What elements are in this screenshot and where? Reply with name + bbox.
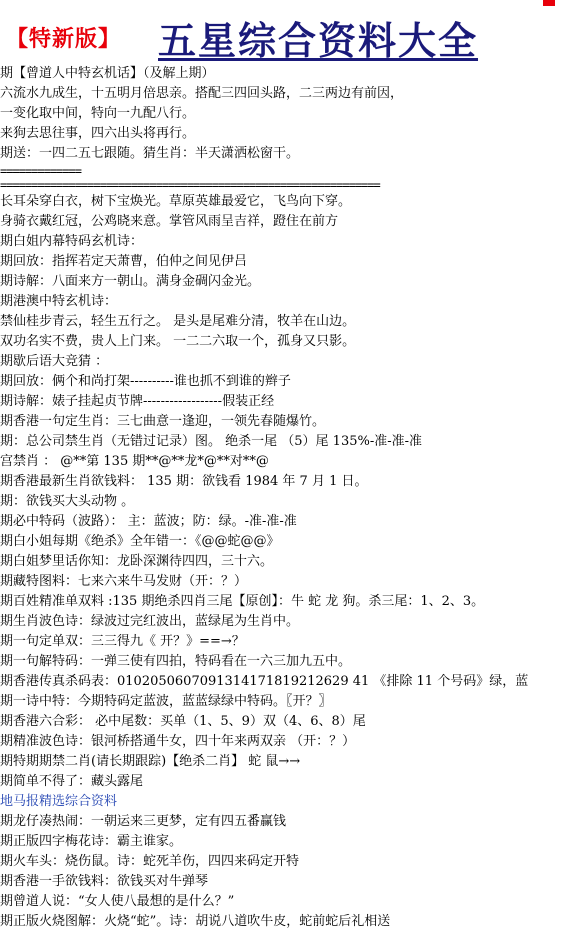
text-line: 期香港一手欲钱料：欲钱买对牛弹琴 — [0, 874, 209, 889]
text-line: 期诗解：婊子挂起贞节牌------------------假装正经 — [0, 394, 275, 409]
text-line: 期龙仔凑热闹：一朝运来三更梦，定有四五番赢钱 — [0, 814, 287, 829]
text-line: 期送：一四二五七跟随。猜生肖：半天潇洒松窗干。 — [0, 146, 300, 161]
text-line: 期：总公司禁生肖（无错过记录）图。 绝杀一尾 （5）尾 135%-准-准-准 — [0, 434, 423, 449]
text-line: 期生肖波色诗：绿波过完红波出，蓝绿尾为生肖中。 — [0, 614, 300, 629]
text-line: 期歇后语大竞猜 ： — [0, 354, 109, 369]
text-line: 期百姓精准单双料 :135 期绝杀四肖三尾【原创】：牛 蛇 龙 狗。杀三尾：1、2、3。 — [0, 594, 485, 609]
text-line: 期一句定单双：三三得九《 开？》==→？ — [0, 634, 245, 649]
text-line: 一变化取中间，特向一九配八行。 — [0, 106, 196, 121]
text-line: 期藏特图料：七来六来牛马发财（开：？） — [0, 574, 248, 589]
text-line: 禁仙桂步青云，轻生五行之。 是头是尾难分清，牧羊在山边。 — [0, 314, 356, 329]
section-heading: 地马报精选综合资料 — [0, 794, 118, 809]
text-line: 期曾道人说：“女人使八最想的是什么？” — [0, 894, 235, 909]
text-line: 期回放：指挥若定天萧曹，伯仲之间见伊吕 — [0, 254, 248, 269]
page-header — [0, 0, 569, 62]
text-line: 期港澳中特玄机诗： — [0, 294, 118, 309]
text-line: 期简单不得了：藏头露尾 — [0, 774, 144, 789]
text-line: 期正版四字梅花诗：霸主谁家。 — [0, 834, 183, 849]
text-line: 期一句解特码：一弹三使有四拍，特码看在一六三加九五中。 — [0, 654, 352, 669]
separator-line: ============= — [0, 164, 81, 178]
text-line: 期香港传真杀码表：0102050607091314171819212629 41 《排除 11 个号码》绿，蓝 — [0, 674, 529, 689]
text-line: 期正版火烧图解：火烧“蛇”。诗：胡说八道吹牛皮，蛇前蛇后礼相送 — [0, 914, 391, 929]
text-line: 期白小姐每期《绝杀》全年错一：《@@蛇@@》 — [0, 534, 280, 549]
text-line: 六流水九成生，十五明月倍思亲。搭配三四回头路，二三两边有前因， — [0, 86, 404, 101]
text-line: 期精准波色诗：银河桥搭通牛女，四十年来两双亲 （开：？） — [0, 734, 356, 749]
text-line: 期火车头：烧伤鼠。诗：蛇死羊伤，四四来码定开特 — [0, 854, 300, 869]
text-line: 双功名实不费，贵人上门来。 一二二六取一个，孤身又只影。 — [0, 334, 356, 349]
text-line: 期香港一句定生肖：三七曲意一逢迎，一领先春随爆竹。 — [0, 414, 326, 429]
text-line: 来狗去思往事，四六出头将再行。 — [0, 126, 196, 141]
edition-tag: 【特新版】 — [6, 27, 122, 52]
text-line: 长耳朵穿白衣，树下宝焕光。草原英雄最爱它，飞鸟向下穿。 — [0, 194, 352, 209]
text-line: 期香港六合彩： 必中尾数：买单（1、5、9）双（4、6、8）尾 — [0, 714, 366, 729]
text-line: 期特期期禁二肖(请长期跟踪)【绝杀二肖】 蛇 鼠→→ — [0, 754, 301, 769]
text-line: 期回放：俩个和尚打架----------谁也抓不到谁的辫子 — [0, 374, 291, 389]
text-line: 期一诗中特：今期特码定蓝波，蓝蓝绿绿中特码。〖开？〗 — [0, 694, 332, 709]
page-title: 五星综合资料大全 — [158, 19, 479, 63]
content-lines — [0, 64, 569, 932]
text-line: 身骑衣戴红冠，公鸡晓来意。掌管风雨呈吉祥，蹬住在前方 — [0, 214, 339, 229]
text-line: 期【曾道人中特玄机话】（及解上期） — [0, 66, 215, 81]
text-line: 期：欲钱买大头动物 。 — [0, 494, 135, 509]
text-line: 期白姐梦里话你知：龙卧深渊待四四，三十六。 — [0, 554, 274, 569]
text-line: 期白姐内幕特码玄机诗： — [0, 234, 144, 249]
text-line: 宫禁肖 ： @**第 135 期**@**龙*@**对**@ — [0, 454, 269, 469]
corner-mark — [543, 0, 555, 6]
text-line: 期诗解：八面来方一朝山。满身金碉闪金光。 — [0, 274, 261, 289]
separator-line: ============================================================= — [0, 178, 380, 192]
text-line: 期必中特码（波路）： 主：蓝波；防：绿。-准-准-准 — [0, 514, 297, 529]
text-line: 期香港最新生肖欲钱料： 135 期：欲钱看 1984 年 7 月 1 日。 — [0, 474, 368, 489]
